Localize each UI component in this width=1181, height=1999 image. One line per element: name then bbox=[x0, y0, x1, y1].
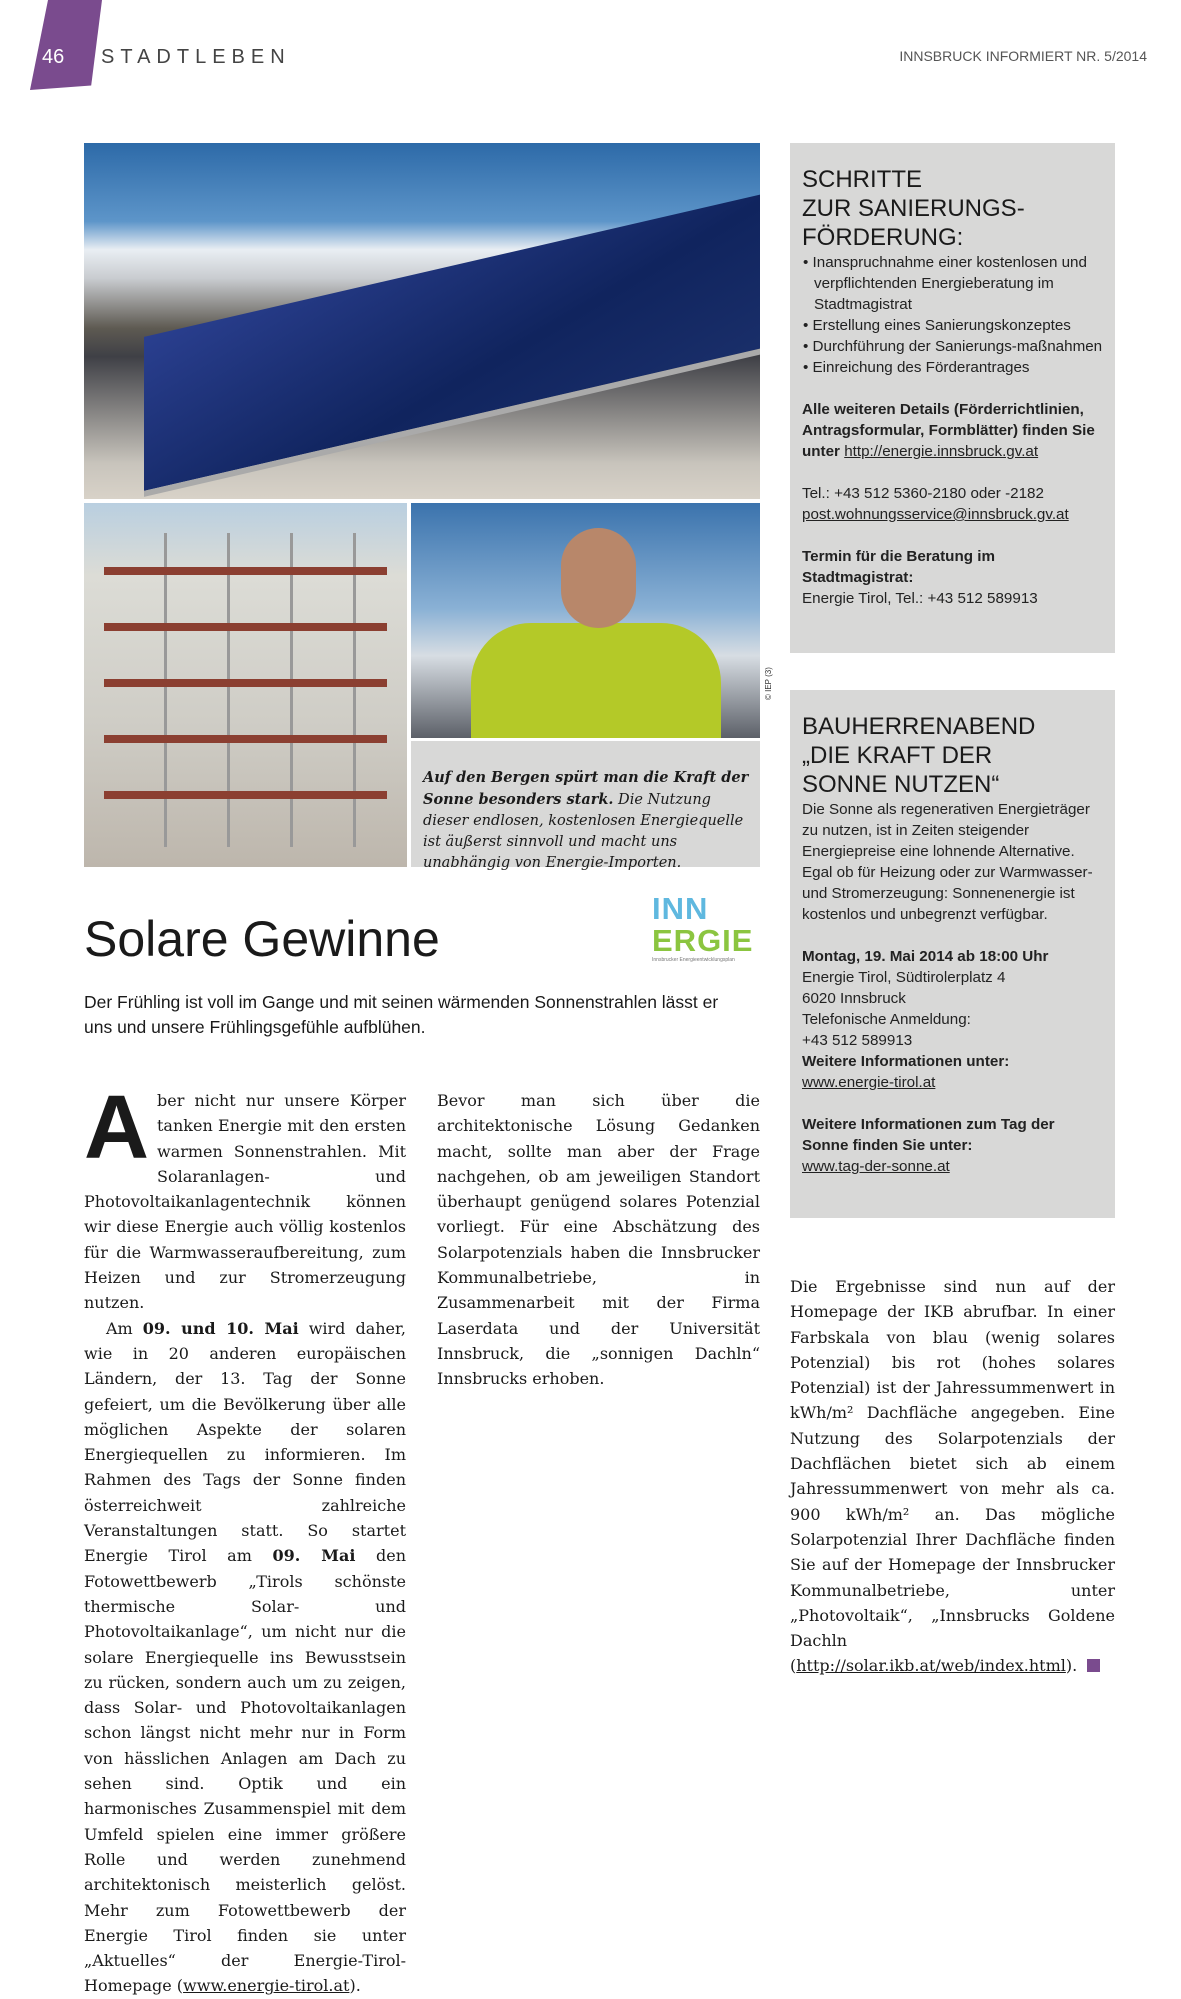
list-item: • Erstellung eines Sanierungskonzeptes bbox=[802, 315, 1103, 336]
sanierung-infobox bbox=[790, 143, 1115, 653]
drop-cap: A bbox=[84, 1078, 149, 1178]
list-item: • Durchführung der Sanierungs-maßnahmen bbox=[802, 336, 1103, 357]
termin-text: Energie Tirol, Tel.: +43 512 589913 bbox=[802, 590, 1038, 607]
section-tab bbox=[30, 0, 102, 90]
section-title: STADTLEBEN bbox=[101, 46, 291, 68]
logo-line1: INN bbox=[652, 891, 709, 926]
photo-credit: © IEP (3) bbox=[764, 667, 773, 700]
paragraph: Bevor man sich über die architektonische Lösung Gedanken macht, sollte man aber der Frage nachgehen, ob am jeweiligen Standort überhaupt genügend solares Potenzial vorliegt. Für eine Abschätzung des Solarpotenzials haben die Innsbrucker Kommunalbetriebe, in Zusammenarbeit mit der Firma Laserdata und der Universität Innsbruck, die „sonnigen Dachln“ Innsbrucks erhoben. bbox=[437, 1091, 760, 1389]
date-bold: 09. Mai bbox=[272, 1546, 356, 1566]
issue-label: INNSBRUCK INFORMIERT NR. 5/2014 bbox=[899, 48, 1147, 64]
energie-innsbruck-link[interactable]: http://energie.innsbruck.gv.at bbox=[844, 443, 1039, 460]
tag-der-sonne-link[interactable]: www.tag-der-sonne.at bbox=[802, 1158, 950, 1175]
details-text: Alle weiteren Details (Förderrichtlinien, Antragsformular, Formblätter) finden Sie unter bbox=[802, 401, 1095, 460]
infobox-title: SCHRITTE ZUR SANIERUNGS- FÖRDERUNG: bbox=[802, 166, 1025, 251]
innergie-logo bbox=[652, 893, 760, 965]
phone-number: +43 512 589913 bbox=[802, 1032, 913, 1049]
text: ). bbox=[1065, 1656, 1078, 1676]
energie-tirol-link[interactable]: www.energie-tirol.at bbox=[183, 1976, 350, 1996]
paragraph-text: Die Ergebnisse sind nun auf der Homepage der IKB abrufbar. In einer Farbskala von blau (wenig solares Potenzial) bis rot (hohes solares Potenzial) ist der Jahressummenwert in kWh/m² Dachfläche angegeben. Eine Nutzung des Solarpotenzials der Dachflächen bietet sich ab einem Jahressummenwert von mehr als ca. 900 kWh/m² an. Das mögliche Solarpotenzial Ihrer Dachfläche finden Sie auf der Homepage der Innsbrucker Kommunalbetriebe, unter „Photovoltaik“, „Innsbrucks Goldene Dachln ( bbox=[790, 1277, 1115, 1676]
solar-panels-photo bbox=[84, 143, 760, 499]
article-column-2 bbox=[437, 1088, 760, 1392]
scaffolding-house-photo bbox=[84, 503, 407, 867]
logo-line2: ERGIE bbox=[652, 923, 754, 958]
text: ). bbox=[349, 1976, 361, 1996]
article-intro: Der Frühling ist voll im Gange und mit seinen wärmenden Sonnenstrahlen lässt er uns und unsere Frühlingsgefühle aufblühen. bbox=[84, 992, 719, 1037]
text: Am bbox=[106, 1318, 143, 1338]
phone-text: Tel.: +43 512 5360-2180 oder -2182 bbox=[802, 485, 1044, 502]
phone-label: Telefonische Anmeldung: bbox=[802, 1011, 971, 1028]
event-description: Die Sonne als regenerativen Energieträger zu nutzen, ist in Zeiten steigender Energiepreise eine lohnende Alternative. Egal ob für Heizung oder zur Warmwasser- und Stromerzeugung: Sonnenenergie ist kostenlos und unbegrenzt verfügbar. bbox=[802, 801, 1093, 923]
bauherrenabend-infobox bbox=[790, 690, 1115, 1218]
event-city: 6020 Innsbruck bbox=[802, 990, 906, 1007]
mountaineer-photo bbox=[411, 503, 760, 738]
photo-caption bbox=[411, 741, 760, 871]
caption-text: Die Nutzung dieser endlosen, kostenlosen Energiequelle ist äußerst sinnvoll und macht uns unabhängig von Energie-Importen. bbox=[423, 792, 744, 871]
event-date: Montag, 19. Mai 2014 ab 18:00 Uhr bbox=[802, 948, 1049, 965]
article-column-3 bbox=[790, 1274, 1115, 1679]
ikb-solar-link[interactable]: http://solar.ikb.at/web/index.html bbox=[796, 1656, 1066, 1676]
list-item: • Inanspruchnahme einer kostenlosen und verpflichtenden Energieberatung im Stadtmagistrat bbox=[802, 252, 1103, 315]
end-mark bbox=[1087, 1659, 1100, 1672]
text: den Fotowettbewerb „Tirols schönste thermische Solar- und Photovoltaikanlage“, um nicht nur die solare Energiequelle ins Bewusstsein zu rücken, sondern auch um zu zeigen, dass Solar- und Photovoltaikanlagen schon längst nicht mehr nur in Form von hässlichen Anlagen am Dach zu sehen sind. Optik und ein harmonisches Zusammenspiel mit dem Umfeld spielen eine immer größere Rolle und werden zunehmend architektonisch meisterlich gelöst. Mehr zum Fotowettbewerb der Energie Tirol finden sie unter „Aktuelles“ der Energie-Tirol-Homepage ( bbox=[84, 1546, 407, 1996]
paragraph-text: ber nicht nur unsere Körper tanken Energie mit den ersten warmen Sonnenstrahlen. Mit Solaranlagen- und Photovoltaikanlagentechnik können wir diese Energie auch völlig kostenlos für die Warmwasseraufbereitung, zum Heizen und zur Stromerzeugung nutzen. bbox=[84, 1091, 406, 1313]
tag-der-sonne-label: Weitere Informationen zum Tag der Sonne finden Sie unter: bbox=[802, 1116, 1055, 1154]
caption-bold: Auf den Bergen spürt man die Kraft der Sonne besonders stark. bbox=[423, 769, 749, 808]
article-title: Solare Gewinne bbox=[84, 911, 440, 967]
info-label: Weitere Informationen unter: bbox=[802, 1053, 1010, 1070]
date-bold: 09. und 10. Mai bbox=[142, 1318, 299, 1338]
event-address: Energie Tirol, Südtirolerplatz 4 bbox=[802, 969, 1006, 986]
page-number: 46 bbox=[42, 46, 65, 68]
text: wird daher, wie in 20 anderen europäischen Ländern, der 13. Tag der Sonne gefeiert, um die Bevölkerung über alle möglichen Aspekte der solaren Energiequellen zu informieren. Im Rahmen des Tags der Sonne finden österreichweit zahlreiche Veranstaltungen statt. So startet Energie Tirol am bbox=[84, 1318, 407, 1566]
paragraph bbox=[84, 1316, 406, 1999]
list-item: • Einreichung des Förderantrages bbox=[802, 357, 1103, 378]
logo-tagline: Innsbrucker Energieentwicklungsplan bbox=[652, 957, 735, 963]
article-column-1 bbox=[84, 1078, 407, 1999]
email-link[interactable]: post.wohnungsservice@innsbruck.gv.at bbox=[802, 506, 1069, 523]
energie-tirol-link[interactable]: www.energie-tirol.at bbox=[802, 1074, 936, 1091]
paragraph bbox=[84, 1078, 406, 1316]
steps-list bbox=[802, 252, 1103, 378]
termin-label: Termin für die Beratung im Stadtmagistrat: bbox=[802, 548, 995, 586]
infobox-title: BAUHERRENABEND „DIE KRAFT DER SONNE NUTZEN“ bbox=[802, 713, 1036, 798]
